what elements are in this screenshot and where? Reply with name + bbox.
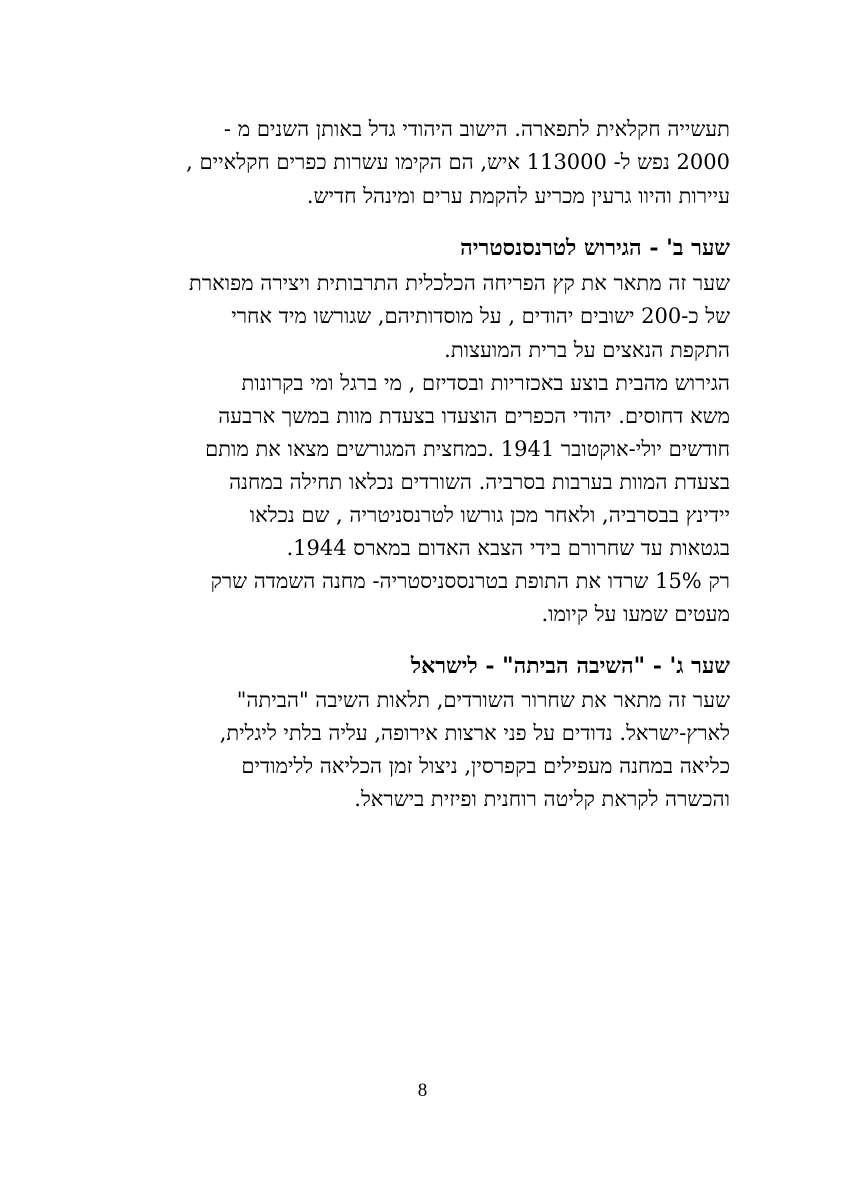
section-b-line-8: יידינץ בבסרביה, ולאחר מכן גורשו לטרנסניטריה , שם נכלאו xyxy=(249,503,730,527)
intro-line-3: עיירות והיוו גרעין מכריע להקמת ערים ומינהל חדיש. xyxy=(306,184,730,208)
page-number: 8 xyxy=(417,1080,428,1101)
intro-line-2: 2000 נפש ל- 113000 איש, הם הקימו עשרות כפרים חקלאיים , xyxy=(186,150,730,174)
section-b-line-11: מעטים שמעו על קיומו. xyxy=(541,602,730,626)
section-b-line-10: רק 15% שרדו את התופת בטרנססניסטריה- מחנה השמדה שרק xyxy=(210,569,730,593)
section-c-line-1: שער זה מתאר את שחרור השורדים, תלאות השיבה "הביתה" xyxy=(236,688,730,712)
section-c-line-2: לארץ-ישראל. נדודים על פני ארצות אירופה, עליה בלתי ליגלית, xyxy=(219,721,730,745)
section-b-line-3: התקפת הנאצים על ברית המועצות. xyxy=(444,338,730,362)
section-b-line-4: הגירוש מהבית בוצע באכזריות ובסדיזם , מי ברגל ומי בקרונות xyxy=(241,371,730,395)
section-b-line-6: חודשים יולי-אוקטובר 1941 .כמחצית המגורשים מצאו את מותם xyxy=(205,437,730,461)
intro-line-1: תעשייה חקלאית לתפארה. הישוב היהודי גדל באותן השנים מ - xyxy=(223,117,730,141)
section-b-line-5: משא דחוסים. יהודי הכפרים הוצעדו בצעדת מוות במשך ארבעה xyxy=(218,404,730,428)
section-c-heading: שער ג' - "השיבה הביתה" - לישראל xyxy=(410,653,730,679)
section-b-heading: שער ב' - הגירוש לטרנסנסטריה xyxy=(460,235,730,261)
section-b-line-2: של כ-200 ישובים יהודים , על מוסדותיהם, שגורשו מיד אחרי xyxy=(231,304,730,328)
section-b-line-9: בגטאות עד שחרורם בידי הצבא האדום במארס 1944. xyxy=(286,536,730,560)
section-b-line-1: שער זה מתאר את קץ הפריחה הכלכלית התרבותית ויצירה מפוארת xyxy=(189,271,730,295)
section-b-line-7: בצעדת המוות בערבות בסרביה. השורדים נכלאו תחילה במחנה xyxy=(229,470,730,494)
section-c-line-3: כליאה במחנה מעפילים בקפרסין, ניצול זמן הכליאה ללימודים xyxy=(241,754,730,778)
section-c-line-4: והכשרה לקראת קליטה רוחנית ופיזית בישראל. xyxy=(354,787,730,811)
